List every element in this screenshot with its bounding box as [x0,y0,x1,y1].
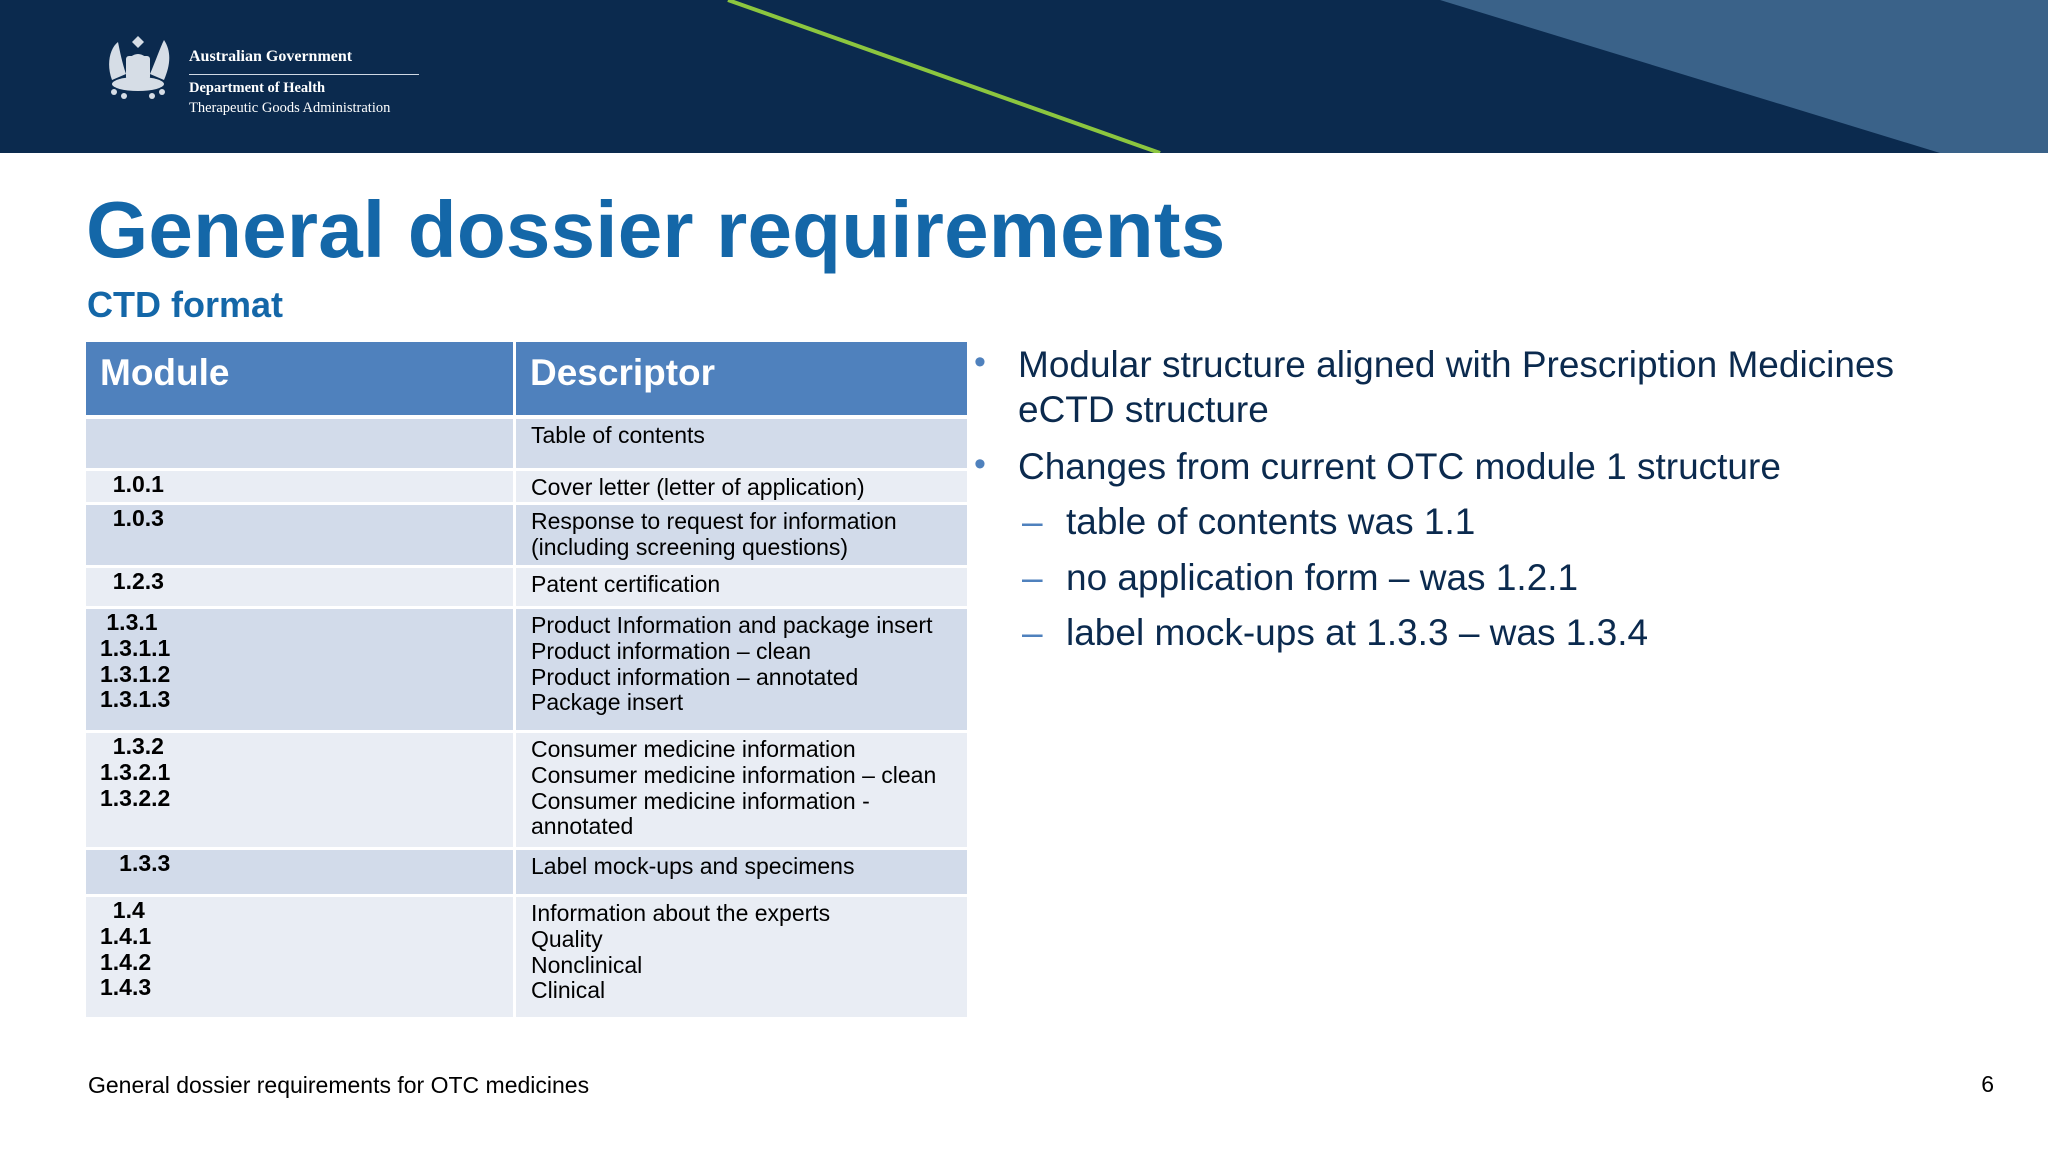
bullet-marker: • [974,343,986,381]
header-banner [0,0,2048,153]
module-number: 1.3.1 [100,609,158,635]
footer-text: General dossier requirements for OTC medicines [88,1072,590,1098]
descriptor-cell [516,609,967,733]
descriptor-text: Package insert [531,689,684,716]
module-number: 1.3.1.2 [100,660,171,687]
government-logo [92,34,422,124]
bullet-item [970,444,1968,489]
header-accent-line [728,0,1160,153]
descriptor-cell [516,850,967,897]
module-number: 1.0.1 [100,471,164,497]
module-number: 1.0.3 [100,505,164,531]
table-row [86,505,967,568]
module-number: 1.3.2.1 [100,758,171,785]
table-row [86,471,967,505]
sub-bullet-item [970,555,1578,600]
module-cell [86,609,516,733]
department-name: Department of Health [189,80,326,96]
table-body [86,419,967,1020]
header-stripe [1440,0,2048,153]
descriptor-cell [516,505,967,568]
module-cell [86,897,516,1020]
module-cell [86,471,516,505]
module-number: 1.2.3 [100,568,164,594]
dash-marker: – [1022,501,1043,542]
table-row [86,897,967,1020]
module-number: 1.4 [100,897,145,923]
module-number: 1.4.2 [100,948,152,975]
descriptor-text: annotated [531,813,634,840]
descriptor-text: Patent certification [531,571,721,597]
descriptor-text: Response to request for information [531,508,897,534]
table-row [86,568,967,609]
column-header-module: Module [86,342,516,419]
government-title: Australian Government [189,48,353,65]
logo-divider [189,74,419,75]
descriptor-text: Product information – annotated [531,663,859,690]
table-row [86,419,967,471]
descriptor-text: Quality [531,925,603,952]
column-header-descriptor: Descriptor [516,342,967,419]
slide-title: General dossier requirements [86,185,1226,274]
bullet-marker: • [974,445,986,483]
descriptor-text: Label mock-ups and specimens [531,853,855,879]
descriptor-text: Information about the experts [531,900,831,926]
module-number: 1.3.2 [100,733,164,759]
descriptor-cell [516,568,967,609]
descriptor-text: Product Information and package insert [531,612,933,638]
descriptor-cell [516,733,967,850]
descriptor-text: Nonclinical [531,951,643,978]
module-cell [86,850,516,897]
descriptor-cell [516,897,967,1020]
descriptor-text: Consumer medicine information – clean [531,761,937,788]
descriptor-text: Table of contents [531,422,705,448]
module-number: 1.3.2.2 [100,784,171,811]
module-cell [86,419,516,471]
slide-subtitle: CTD format [87,284,283,325]
table-header-row [86,342,967,419]
module-number: 1.3.1.3 [100,686,171,713]
descriptor-text: (including screening questions) [531,533,849,560]
descriptor-text: Consumer medicine information - [531,787,870,814]
descriptor-text: Consumer medicine information [531,736,856,762]
sub-bullet-item [970,610,1648,655]
bullet-item [970,342,1968,432]
module-cell [86,568,516,609]
bullet-text: no application form – was 1.2.1 [1066,557,1579,598]
module-cell [86,733,516,850]
module-number: 1.3.1.1 [100,634,171,661]
descriptor-text: Cover letter (letter of application) [531,474,865,500]
table-row [86,733,967,850]
module-number: 1.3.3 [100,850,171,876]
descriptor-text: Clinical [531,977,606,1004]
coat-of-arms-icon [92,34,184,104]
dash-marker: – [1022,557,1043,598]
bullet-text: label mock-ups at 1.3.3 – was 1.3.4 [1066,612,1649,653]
module-number: 1.4.3 [100,974,152,1001]
descriptor-text: Product information – clean [531,637,811,664]
sub-bullet-item [970,499,1475,544]
module-cell [86,505,516,568]
table-row [86,850,967,897]
descriptor-cell [516,471,967,505]
module-table [86,342,967,1020]
module-number: 1.4.1 [100,922,152,949]
page-number: 6 [1981,1071,1994,1097]
descriptor-cell [516,419,967,471]
table-row [86,609,967,733]
bullet-text: table of contents was 1.1 [1066,501,1476,542]
dash-marker: – [1022,612,1043,653]
bullet-text: Changes from current OTC module 1 structure [1018,446,1781,487]
agency-name: Therapeutic Goods Administration [189,100,391,116]
bullet-text: Modular structure aligned with Prescription Medicines eCTD structure [1018,344,1895,430]
